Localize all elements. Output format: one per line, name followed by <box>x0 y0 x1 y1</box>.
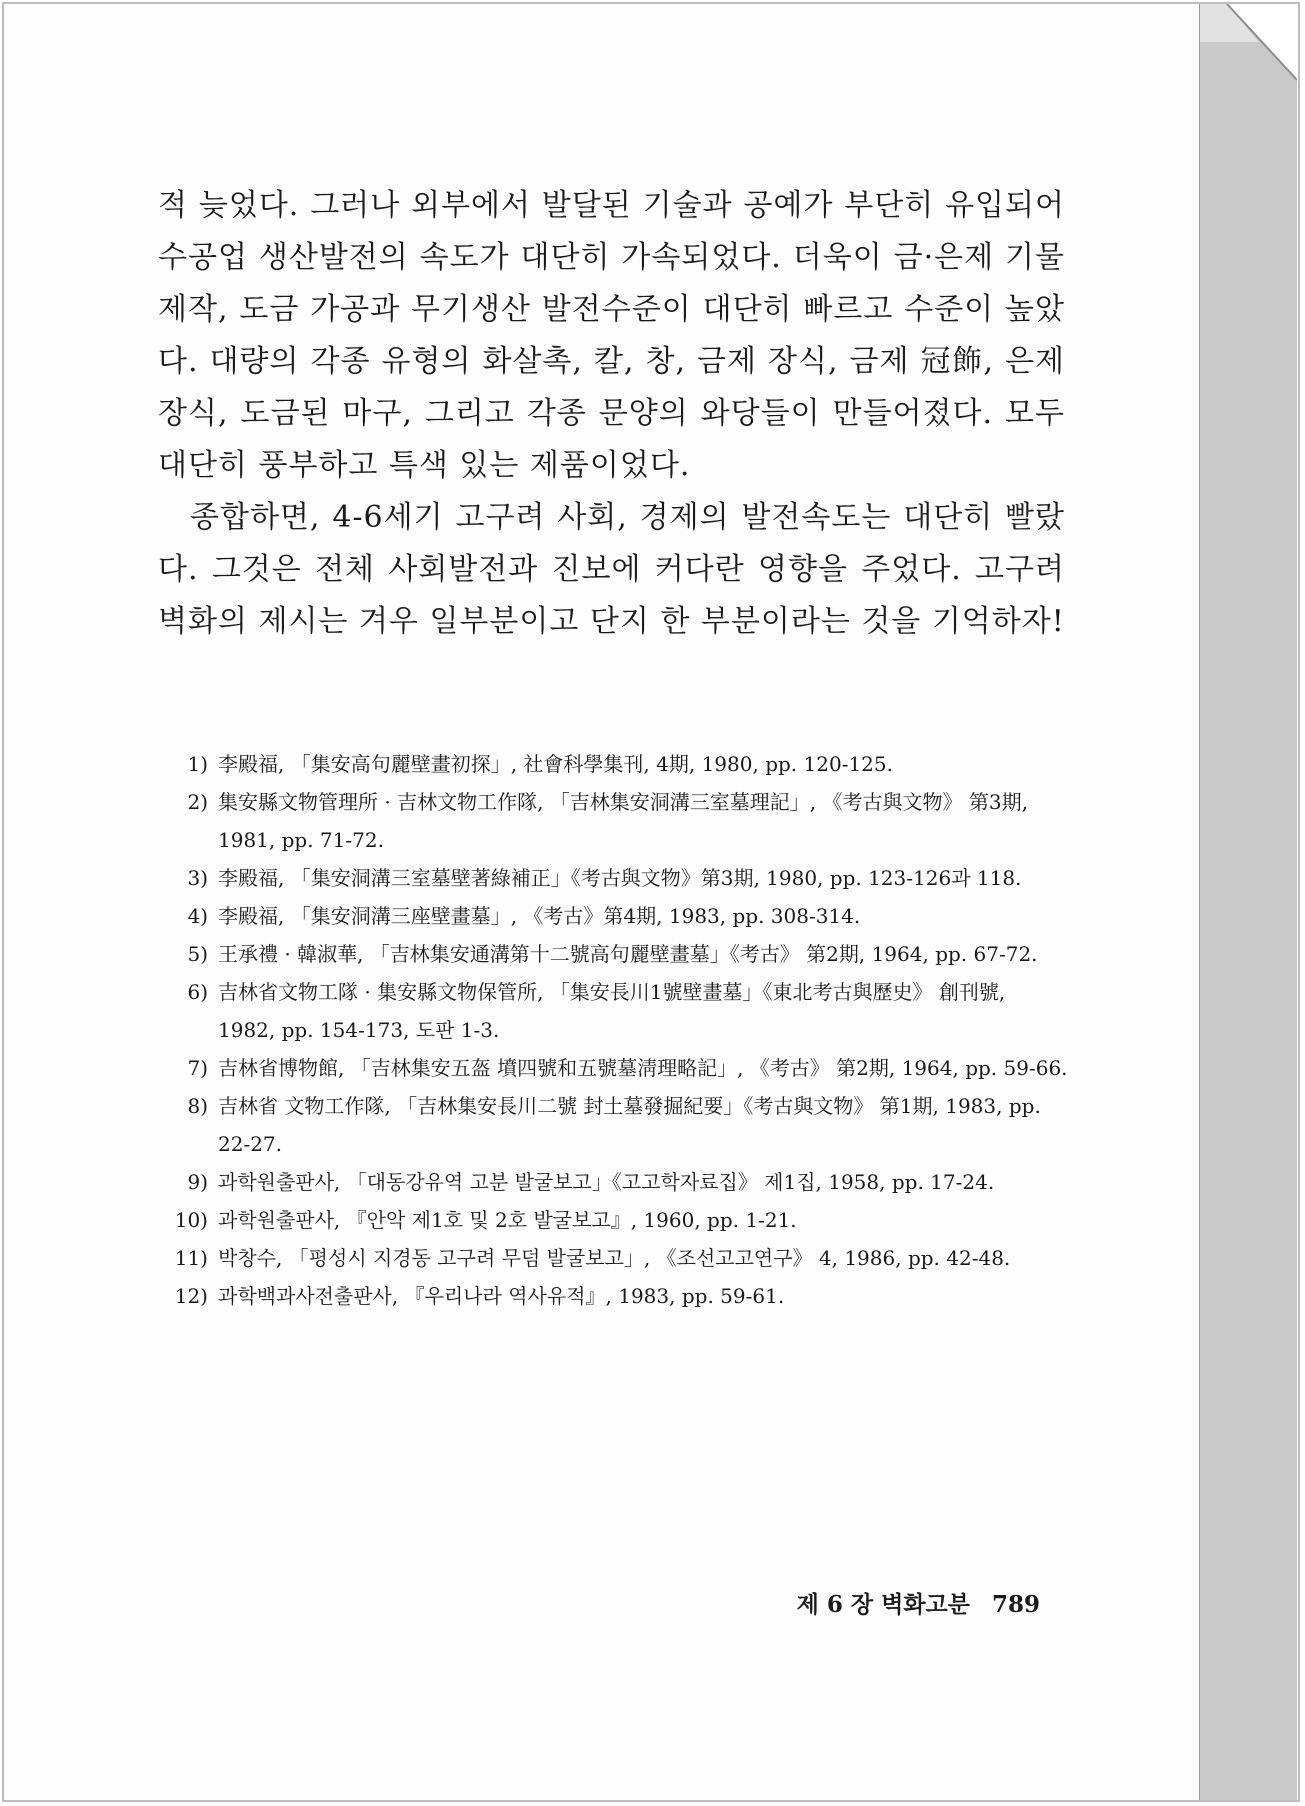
footnote-number: 10) <box>174 1208 208 1232</box>
footnote <box>168 745 1068 783</box>
footnote <box>168 935 1068 973</box>
footnote-text: 李殿福, 「集安洞溝三座壁畫墓」, 《考古》第4期, 1983, pp. 308-314. <box>218 904 861 928</box>
footnote-number: 9) <box>187 1170 208 1194</box>
body-text <box>158 180 1065 648</box>
footnote-number: 12) <box>174 1284 208 1308</box>
footnote <box>168 783 1068 859</box>
footnote-number: 11) <box>174 1246 208 1270</box>
running-footer <box>780 1586 1040 1619</box>
page-number: 789 <box>991 1591 1040 1618</box>
footnote-text: 과학원출판사, 「대동강유역 고분 발굴보고」《고고학자료집》 제1집, 1958, pp. 17-24. <box>218 1170 995 1194</box>
footnote <box>168 1201 1068 1239</box>
book-page-edge <box>1199 4 1297 1800</box>
footnote-text: 吉林省博物館, 「吉林集安五盔 墳四號和五號墓淸理略記」, 《考古》 第2期, 1964, pp. 59-66. <box>218 1056 1068 1080</box>
footnote-number: 7) <box>187 1056 208 1080</box>
footnote <box>168 1087 1068 1163</box>
footnote-text: 과학백과사전출판사, 『우리나라 역사유적』, 1983, pp. 59-61. <box>218 1284 785 1308</box>
paragraph: 종합하면, 4-6세기 고구려 사회, 경제의 발전속도는 대단히 빨랐다. 그것은 전체 사회발전과 진보에 커다란 영향을 주었다. 고구려 벽화의 제시는 겨우 일부분이고 단지 한 부분이라는 것을 기억하자! <box>158 500 1065 639</box>
footnote-number: 8) <box>187 1094 208 1118</box>
chapter-label: 제 6 장 벽화고분 <box>796 1591 970 1618</box>
footnote-number: 3) <box>187 866 208 890</box>
footnote-text: 吉林省文物工隊 · 集安縣文物保管所, 「集安長川1號壁畫墓」《東北考古與歷史》 創刊號, 1982, pp. 154-173, 도판 1-3. <box>218 980 1006 1042</box>
footnote-text: 集安縣文物管理所 · 吉林文物工作隊, 「吉林集安洞溝三室墓理記」, 《考古與文物》 第3期, 1981, pp. 71-72. <box>218 790 1028 852</box>
footnote <box>168 1049 1068 1087</box>
footnote-text: 과학원출판사, 『안악 제1호 및 2호 발굴보고』, 1960, pp. 1-21. <box>218 1208 797 1232</box>
footnote <box>168 1277 1068 1315</box>
footnotes-list <box>168 745 1068 1315</box>
footnote <box>168 859 1068 897</box>
footnote-number: 5) <box>187 942 208 966</box>
footnote <box>168 1239 1068 1277</box>
footnote <box>168 897 1068 935</box>
footnote-number: 2) <box>187 790 208 814</box>
footnote-number: 4) <box>187 904 208 928</box>
footnote <box>168 1163 1068 1201</box>
footnote-number: 6) <box>187 980 208 1004</box>
footnote-text: 박창수, 「평성시 지경동 고구려 무덤 발굴보고」, 《조선고고연구》 4, 1986, pp. 42-48. <box>218 1246 1011 1270</box>
footnote-text: 王承禮 · 韓淑華, 「吉林集安通溝第十二號高句麗壁畫墓」《考古》 第2期, 1964, pp. 67-72. <box>218 942 1038 966</box>
paragraph: 적 늦었다. 그러나 외부에서 발달된 기술과 공예가 부단히 유입되어 수공업 생산발전의 속도가 대단히 가속되었다. 더욱이 금·은제 기물 제작, 도금 가공과 무기생산 발전수준이 대단히 빠르고 수준이 높았다. 대량의 각종 유형의 화살촉, 칼, 창, 금제 장식, 금제 冠飾, 은제 장식, 도금된 마구, 그리고 각종 문양의 와당들이 만들어졌다. 모두 대단히 풍부하고 특색 있는 제품이었다. <box>158 188 1065 483</box>
footnote <box>168 973 1068 1049</box>
footnote-text: 李殿福, 「集安洞溝三室墓壁著綠補正」《考古與文物》第3期, 1980, pp. 123-126과 118. <box>218 866 1022 890</box>
footnote-text: 李殿福, 「集安高句麗壁畫初探」, 社會科學集刊, 4期, 1980, pp. 120-125. <box>218 752 893 776</box>
footnote-text: 吉林省 文物工作隊, 「吉林集安長川二號 封土墓發掘紀要」《考古與文物》 第1期, 1983, pp. 22-27. <box>218 1094 1041 1156</box>
footnote-number: 1) <box>187 752 208 776</box>
